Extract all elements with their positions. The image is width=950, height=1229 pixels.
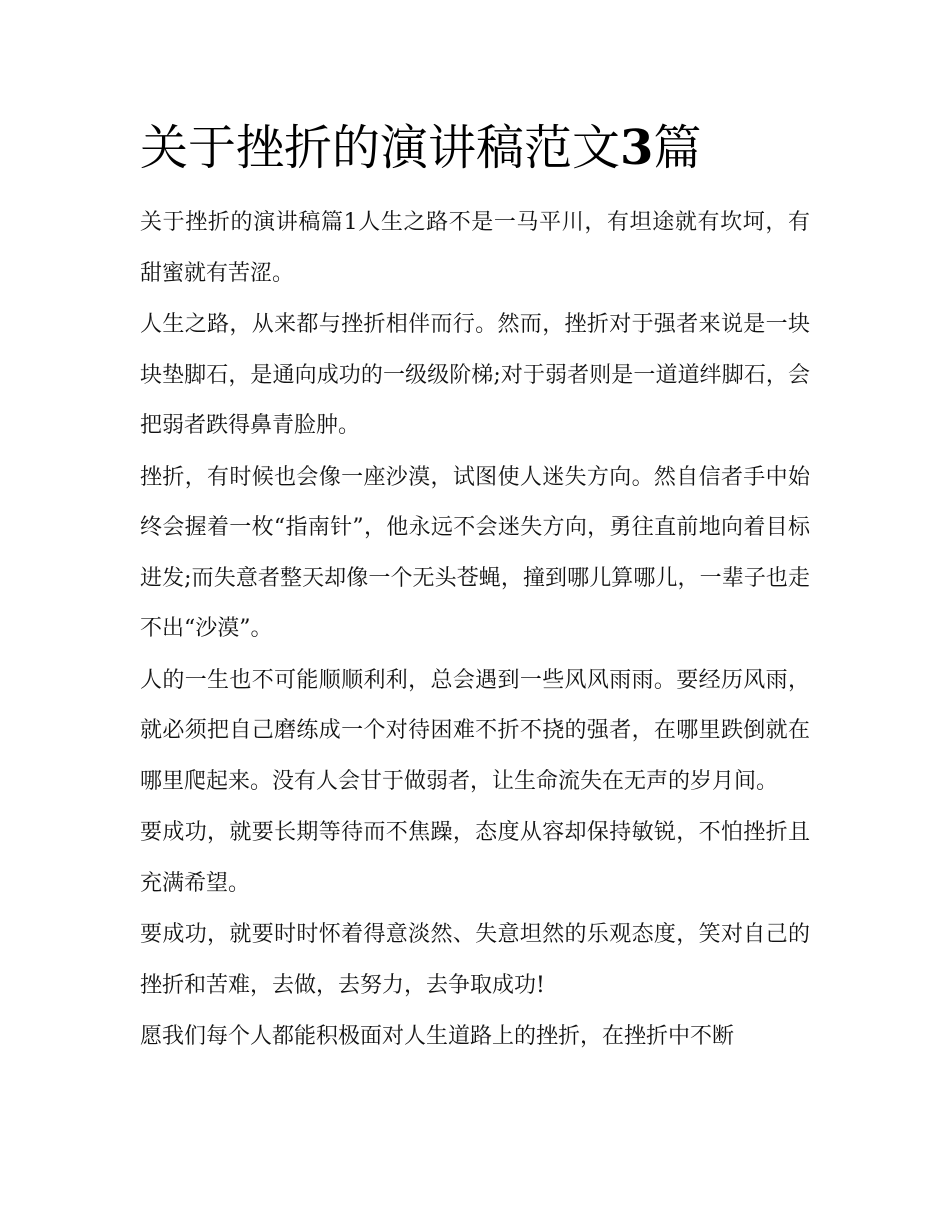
title-suffix: 篇 [653, 120, 702, 176]
paragraph-2: 人生之路，从来都与挫折相伴而行。然而，挫折对于强者来说是一块块垫脚石，是通向成功的一级级阶梯;对于弱者则是一道道绊脚石，会把弱者跌得鼻青脸肿。 [140, 312, 810, 438]
document-body [140, 112, 810, 1064]
paragraph-6: 要成功，就要时时怀着得意淡然、失意坦然的乐观态度，笑对自己的挫折和苦难，去做，去努力，去争取成功! [140, 922, 810, 998]
title-text: 关于挫折的演讲稿范文 [140, 120, 621, 176]
paragraph-4: 人的一生也不可能顺顺利利，总会遇到一些风风雨雨。要经历风雨，就必须把自己磨练成一个对待困难不折不挠的强者，在哪里跌倒就在哪里爬起来。没有人会甘于做弱者，让生命流失在无声的岁月间。 [140, 667, 810, 794]
title-number: 3 [620, 120, 654, 176]
document-title [140, 112, 810, 184]
paragraph-7: 愿我们每个人都能积极面对人生道路上的挫折，在挫折中不断 [140, 1024, 735, 1049]
paragraph-5: 要成功，就要长期等待而不焦躁，态度从容却保持敏锐，不怕挫折且充满希望。 [140, 820, 810, 896]
paragraph-1: 关于挫折的演讲稿篇1人生之路不是一马平川，有坦途就有坎坷，有甜蜜就有苦涩。 [140, 210, 810, 286]
paragraph-3: 挫折，有时候也会像一座沙漠，试图使人迷失方向。然自信者手中始终会握着一枚“指南针”，他永远不会迷失方向，勇往直前地向着目标进发;而失意者整天却像一个无头苍蝇，撞到哪儿算哪儿，一辈子也走不出“沙漠”。 [140, 464, 810, 641]
